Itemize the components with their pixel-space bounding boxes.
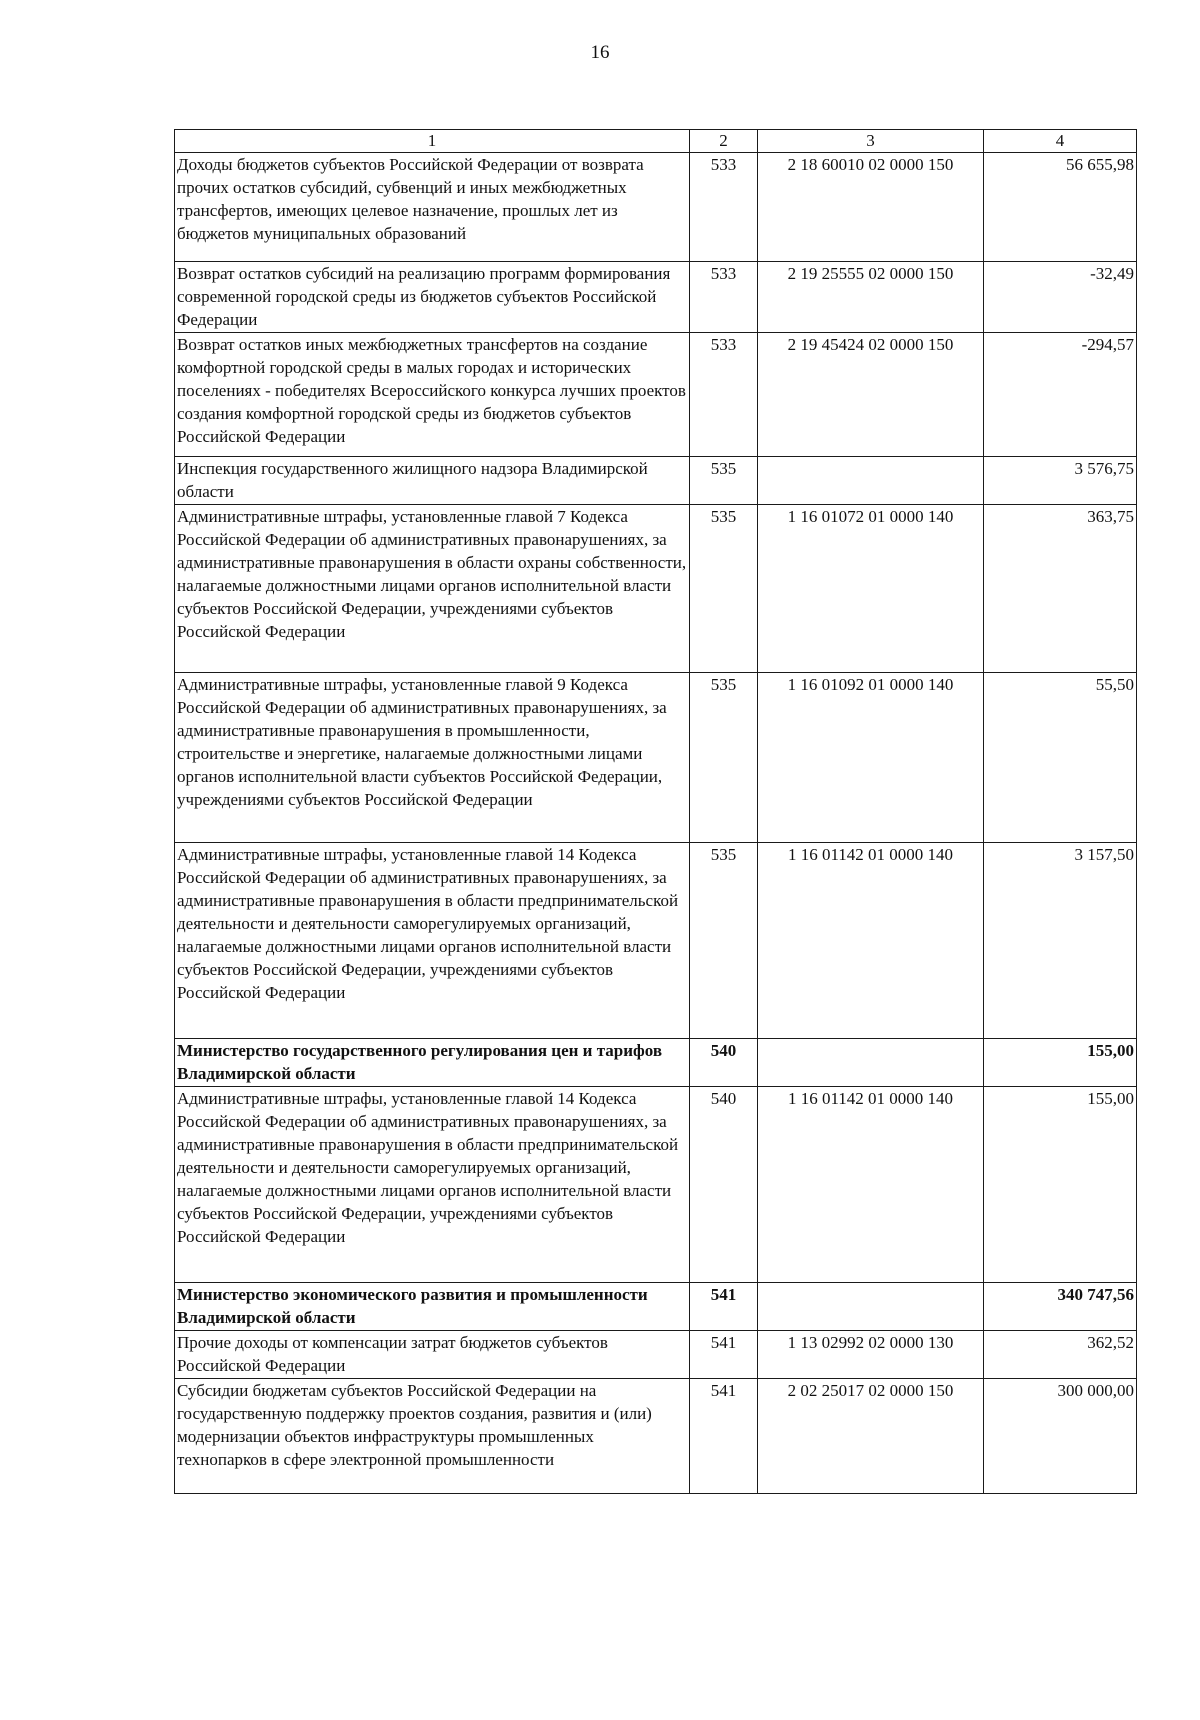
table-row [175, 1379, 1137, 1494]
row-name-cell: Административные штрафы, установленные главой 7 Кодекса Российской Федерации об административных правонарушениях, за административные правонарушения в области охраны собственности, налагаемые должностными лицами органов исполнительной власти субъектов Российской Федерации, учреждениями субъектов Российской Федерации [175, 505, 690, 673]
row-kbk-cell [758, 1283, 984, 1331]
row-kbk-cell: 1 13 02992 02 0000 130 [758, 1331, 984, 1379]
row-code-cell: 535 [690, 457, 758, 505]
row-sum-cell: 363,75 [984, 505, 1137, 673]
row-code-cell: 533 [690, 333, 758, 457]
row-code-cell: 533 [690, 153, 758, 262]
table-body [175, 153, 1137, 1494]
column-header: 1 [175, 130, 690, 153]
page-number: 16 [590, 42, 610, 63]
row-code-cell: 540 [690, 1087, 758, 1283]
row-sum-cell: -294,57 [984, 333, 1137, 457]
row-code-cell: 541 [690, 1379, 758, 1494]
row-name-cell: Административные штрафы, установленные главой 14 Кодекса Российской Федерации об административных правонарушениях, за административные правонарушения в области предпринимательской деятельности и деятельности саморегулируемых организаций, налагаемые должностными лицами органов исполнительной власти субъектов Российской Федерации, учреждениями субъектов Российской Федерации [175, 843, 690, 1039]
table-row [175, 673, 1137, 843]
row-sum-cell: 155,00 [984, 1087, 1137, 1283]
row-kbk-cell: 1 16 01142 01 0000 140 [758, 843, 984, 1039]
row-kbk-cell: 2 19 45424 02 0000 150 [758, 333, 984, 457]
row-name-cell: Административные штрафы, установленные главой 9 Кодекса Российской Федерации об административных правонарушениях, за административные правонарушения в промышленности, строительстве и энергетике, налагаемые должностными лицами органов исполнительной власти субъектов Российской Федерации, учреждениями субъектов Российской Федерации [175, 673, 690, 843]
table-row [175, 843, 1137, 1039]
row-sum-cell: 340 747,56 [984, 1283, 1137, 1331]
row-kbk-cell: 2 18 60010 02 0000 150 [758, 153, 984, 262]
row-sum-cell: 56 655,98 [984, 153, 1137, 262]
table-row [175, 1087, 1137, 1283]
row-name-cell: Административные штрафы, установленные главой 14 Кодекса Российской Федерации об административных правонарушениях, за административные правонарушения в области предпринимательской деятельности и деятельности саморегулируемых организаций, налагаемые должностными лицами органов исполнительной власти субъектов Российской Федерации, учреждениями субъектов Российской Федерации [175, 1087, 690, 1283]
row-code-cell: 533 [690, 262, 758, 333]
table-row [175, 505, 1137, 673]
row-name-cell: Министерство экономического развития и промышленности Владимирской области [175, 1283, 690, 1331]
row-sum-cell: 3 576,75 [984, 457, 1137, 505]
table-row [175, 1283, 1137, 1331]
table-row [175, 333, 1137, 457]
budget-revenue-table [174, 129, 1137, 1494]
table-row [175, 1331, 1137, 1379]
row-sum-cell: 300 000,00 [984, 1379, 1137, 1494]
column-header: 3 [758, 130, 984, 153]
row-kbk-cell: 1 16 01092 01 0000 140 [758, 673, 984, 843]
row-sum-cell: 3 157,50 [984, 843, 1137, 1039]
row-name-cell: Возврат остатков иных межбюджетных трансфертов на создание комфортной городской среды в малых городах и исторических поселениях - победителях Всероссийского конкурса лучших проектов создания комфортной городской среды из бюджетов субъектов Российской Федерации [175, 333, 690, 457]
table-row [175, 153, 1137, 262]
column-header: 2 [690, 130, 758, 153]
row-sum-cell: -32,49 [984, 262, 1137, 333]
row-kbk-cell: 1 16 01072 01 0000 140 [758, 505, 984, 673]
row-kbk-cell: 1 16 01142 01 0000 140 [758, 1087, 984, 1283]
row-name-cell: Прочие доходы от компенсации затрат бюджетов субъектов Российской Федерации [175, 1331, 690, 1379]
row-code-cell: 540 [690, 1039, 758, 1087]
column-header: 4 [984, 130, 1137, 153]
row-name-cell: Возврат остатков субсидий на реализацию программ формирования современной городской среды из бюджетов субъектов Российской Федерации [175, 262, 690, 333]
row-code-cell: 541 [690, 1283, 758, 1331]
table-row [175, 262, 1137, 333]
row-code-cell: 541 [690, 1331, 758, 1379]
row-code-cell: 535 [690, 505, 758, 673]
row-kbk-cell [758, 457, 984, 505]
row-name-cell: Инспекция государственного жилищного надзора Владимирской области [175, 457, 690, 505]
table-row [175, 457, 1137, 505]
row-name-cell: Доходы бюджетов субъектов Российской Федерации от возврата прочих остатков субсидий, субвенций и иных межбюджетных трансфертов, имеющих целевое назначение, прошлых лет из бюджетов муниципальных образований [175, 153, 690, 262]
table-row [175, 1039, 1137, 1087]
row-code-cell: 535 [690, 673, 758, 843]
table-header-row [175, 130, 1137, 153]
row-name-cell: Министерство государственного регулирования цен и тарифов Владимирской области [175, 1039, 690, 1087]
row-kbk-cell [758, 1039, 984, 1087]
row-kbk-cell: 2 02 25017 02 0000 150 [758, 1379, 984, 1494]
row-sum-cell: 155,00 [984, 1039, 1137, 1087]
row-sum-cell: 362,52 [984, 1331, 1137, 1379]
row-sum-cell: 55,50 [984, 673, 1137, 843]
row-code-cell: 535 [690, 843, 758, 1039]
row-name-cell: Субсидии бюджетам субъектов Российской Федерации на государственную поддержку проектов создания, развития и (или) модернизации объектов инфраструктуры промышленных технопарков в сфере электронной промышленности [175, 1379, 690, 1494]
row-kbk-cell: 2 19 25555 02 0000 150 [758, 262, 984, 333]
